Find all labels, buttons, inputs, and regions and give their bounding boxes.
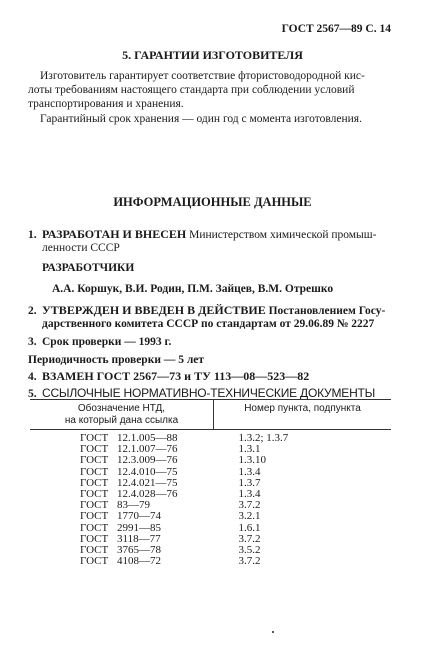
column-header-ntd (30, 400, 214, 430)
ntd-cell (30, 430, 214, 445)
gost-prefix: ГОСТ (80, 432, 109, 444)
gost-prefix: ГОСТ (80, 499, 109, 512)
item-text-continued: ленности СССР (42, 242, 120, 254)
clause-cell: 3.2.1 (238, 510, 261, 523)
gost-prefix: ГОСТ (80, 532, 109, 545)
header-line: на который дана ссылка (64, 415, 179, 426)
paragraph-line: Изготовитель гарантирует соответствие фтористоводородной кис- (40, 70, 365, 82)
paragraph-line: транспортирования и хранения. (28, 98, 184, 110)
gost-number: 1770—74 (117, 510, 161, 523)
gost-number: 12.4.028—76 (117, 488, 178, 501)
item-text: ССЫЛОЧНЫЕ НОРМАТИВНО-ТЕХНИЧЕСКИЕ ДОКУМЕНТЫ (42, 386, 376, 400)
item-number: 4. (28, 371, 37, 383)
item-heading: РАЗРАБОТАН И ВНЕСЕН (42, 227, 187, 241)
item-text: Министерством химической промыш- (186, 229, 377, 241)
clause-cell: 1.3.4 (238, 465, 261, 478)
gost-prefix: ГОСТ (80, 544, 109, 557)
clause-cell: 3.7.2 (238, 499, 261, 512)
item-number: 5. (28, 388, 37, 400)
gost-number: 12.4.021—75 (117, 476, 178, 489)
item-number: 1. (28, 229, 37, 241)
table-row (30, 430, 391, 445)
item-text: Срок проверки — 1993 г. (42, 336, 172, 348)
clause-cell: 1.3.1 (238, 443, 261, 456)
gost-prefix: ГОСТ (80, 465, 109, 478)
item-heading: УТВЕРЖДЕН И ВВЕДЕН В ДЕЙСТВИЕ (42, 303, 266, 317)
clause-cell: 3.7.2 (238, 555, 261, 568)
gost-prefix: ГОСТ (80, 476, 109, 489)
gost-number: 12.3.009—76 (117, 454, 178, 467)
clause-cell: 1.3.10 (238, 454, 266, 467)
table-row (30, 511, 391, 522)
ntd-cell (30, 556, 214, 567)
gost-number: 12.1.005—88 (117, 432, 178, 444)
paragraph-line: Гарантийный срок хранения — один год с момента изготовления. (40, 113, 362, 125)
item-text-continued: дарственного комитета СССР по стандартам от 29.06.89 № 2227 (42, 318, 375, 330)
paragraph-line: лоты требованиям настоящего стандарта при соблюдении условий (28, 84, 355, 96)
info-item-1 (28, 227, 376, 242)
gost-number: 83—79 (117, 499, 150, 512)
gost-number: 12.1.007—76 (117, 443, 178, 456)
gost-number: 3765—78 (117, 544, 161, 557)
item-text: ВЗАМЕН ГОСТ 2567—73 и ТУ 113—08—523—82 (42, 369, 310, 383)
gost-prefix: ГОСТ (80, 521, 109, 534)
gost-number: 3118—77 (117, 532, 161, 545)
info-item-5 (28, 386, 375, 400)
item-text: Постановлением Госу- (265, 305, 386, 317)
table-body (30, 430, 391, 568)
column-header-clause: Номер пункта, подпункта (214, 400, 392, 430)
info-title: ИНФОРМАЦИОННЫЕ ДАННЫЕ (113, 195, 312, 209)
header-line: Обозначение НТД, (77, 403, 166, 414)
item-number: 3. (28, 336, 37, 348)
gost-prefix: ГОСТ (80, 443, 109, 456)
page-header: ГОСТ 2567—89 С. 14 (281, 23, 391, 35)
table-row (30, 556, 391, 567)
gost-prefix: ГОСТ (80, 454, 109, 467)
clause-cell: 3.7.2 (238, 532, 261, 545)
gost-prefix: ГОСТ (80, 510, 109, 523)
table-row (30, 455, 391, 466)
developers-list: А.А. Коршук, В.И. Родин, П.М. Зайцев, В.М. Отрешко (52, 283, 334, 295)
periodicity: Периодичность проверки — 5 лет (28, 354, 205, 366)
info-item-4 (28, 369, 309, 384)
gost-number: 2991—85 (117, 521, 161, 534)
clause-cell: 1.3.4 (238, 488, 261, 501)
gost-prefix: ГОСТ (80, 488, 109, 501)
clause-cell: 1.3.7 (238, 476, 261, 489)
table-header-row (30, 400, 391, 430)
clause-cell: 3.5.2 (238, 544, 261, 557)
info-item-3 (28, 336, 171, 348)
gost-number: 12.4.010—75 (117, 465, 178, 478)
speck-mark (272, 631, 274, 633)
clause-cell: 1.3.2; 1.3.7 (238, 432, 289, 444)
info-item-2 (28, 303, 385, 318)
gost-prefix: ГОСТ (80, 555, 109, 568)
references-table (30, 399, 391, 567)
developers-label: РАЗРАБОТЧИКИ (42, 262, 135, 274)
clause-cell: 1.6.1 (238, 521, 261, 534)
section-title: 5. ГАРАНТИИ ИЗГОТОВИТЕЛЯ (122, 48, 303, 62)
item-number: 2. (28, 305, 37, 317)
gost-number: 4108—72 (117, 555, 161, 568)
